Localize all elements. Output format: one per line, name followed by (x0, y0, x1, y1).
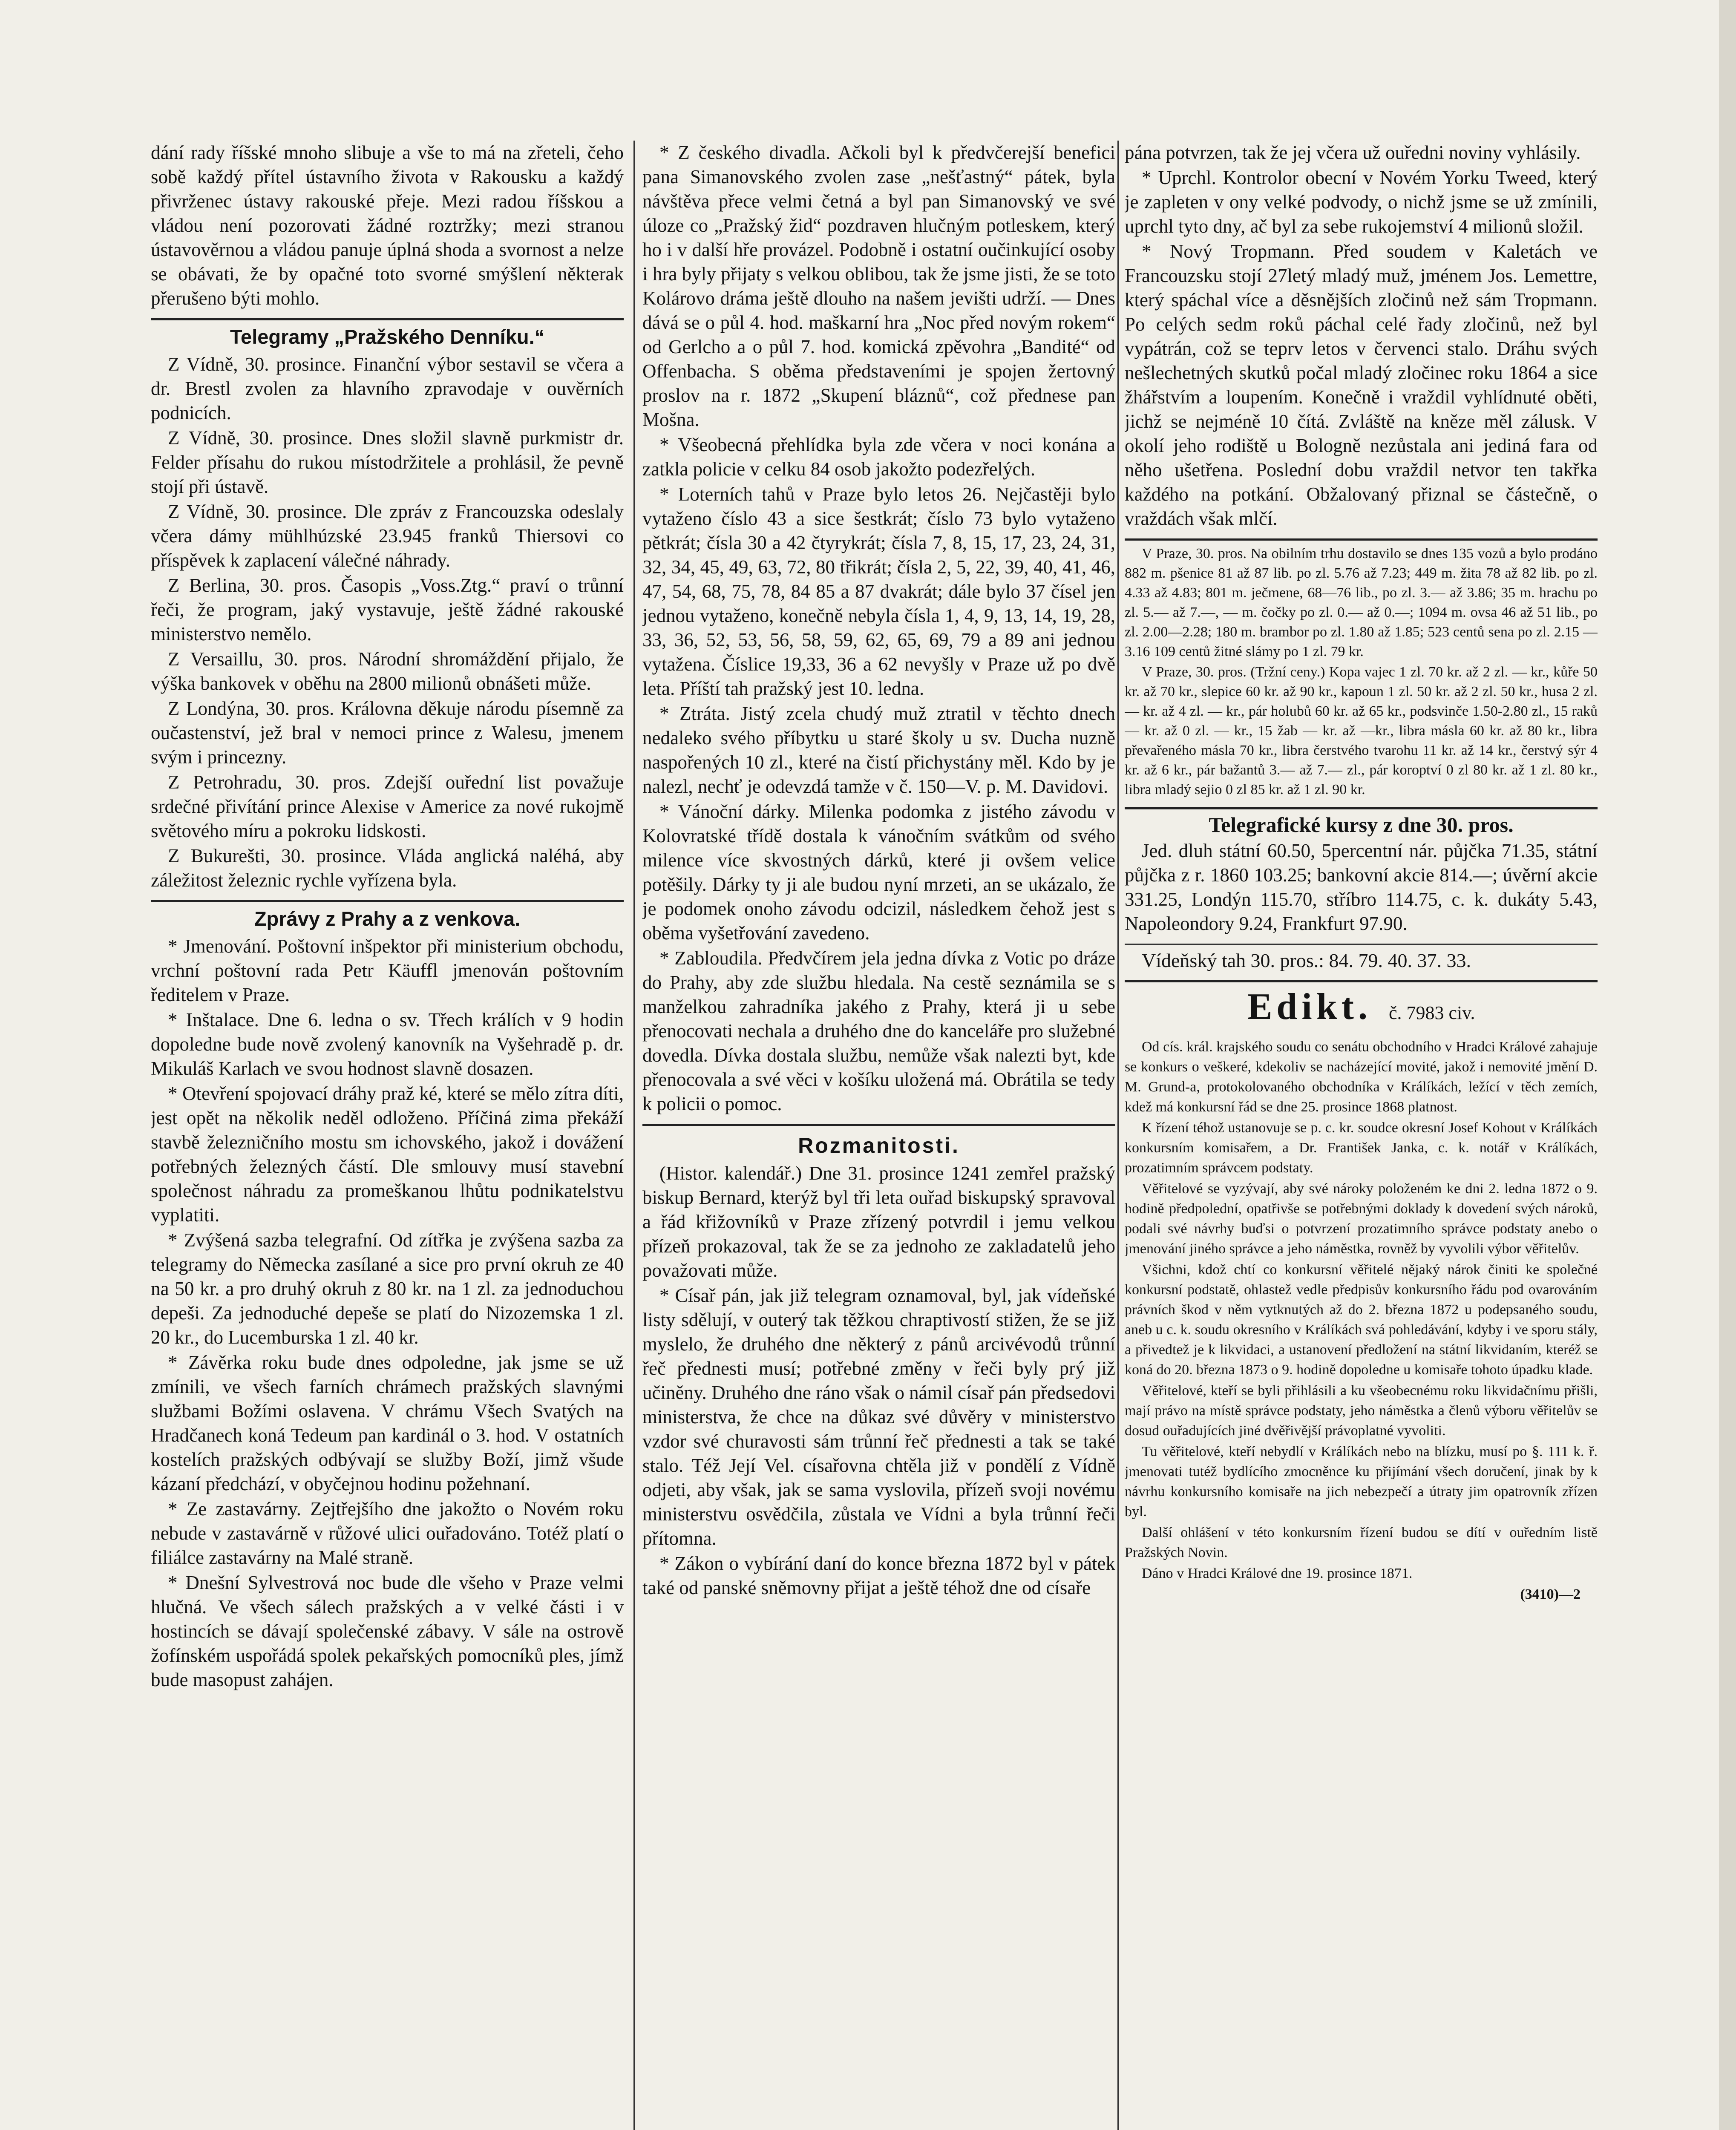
news-item: * Ze zastavárny. Zejtřejšího dne jakožto o Novém roku nebude v zastavárně v růžové ulici ouřadováno. Totéž platí o filiálce zastavárny na Malé straně. (151, 1498, 624, 1568)
section-rule (1125, 538, 1598, 541)
news-item: * Jmenování. Poštovní inšpektor při ministerium obchodu, vrchní poštovní rada Petr Käuffl jmenován poštovním ředitelem v Praze. (151, 935, 624, 1005)
edict-paragraph: Tu věřitelové, kteří nebydlí v Králíkách nebo na blízku, musí po §. 111 k. ř. jmenovati tutéž bydlícího zmocněnce ku přijímání všech doručení, jinak by k návrhu konkursního komisaře na jich nebezpečí a útraty jim opatrovník zřízen byl. (1125, 1444, 1598, 1520)
section-rule (1125, 980, 1598, 982)
news-item: * Z českého divadla. Ačkoli byl k předvčerejší benefici pana Simanovského zvolen zase „nešťastný“ pátek, byla návštěva přece velmi četná a byl pan Simanovský ve své úloze co „Pražský žid“ pozdraven hlučným potleskem, který ho i v další hře provázel. Podobně i ostatní oučinkující osoby i hra byly přijaty s velkou oblibou, tak že jsme jisti, že se toto Kolárovo dráma ještě dlouho na našem jevišti udrží. — Dnes dává se o půl 4. hod. maškarní hra „Noc před novým rokem“ od Gerlcho a o půl 7. hod. komická zpěvohra „Bandité“ od Offenbacha. S oběma představeními je spojen žertovný proslov na r. 1872 „Skupení bláznů“, což přednese pan Mošna. (642, 142, 1115, 430)
miscellany-item: * Zákon o vybírání daní do konce března 1872 byl v pátek také od panské sněmovny přijat a ještě téhož dne od císaře (642, 1553, 1115, 1598)
section-rule (1125, 944, 1598, 945)
local-news-heading: Zprávy z Prahy a z venkova. (254, 907, 521, 930)
telegram-item: Z Vídně, 30. prosince. Dle zpráv z Francouzska odeslaly včera dámy mühlhúzské 23.945 franků Thiersovi co příspěvek k zaplacení válečné náhrady. (151, 501, 624, 571)
edict-heading (1125, 986, 1598, 1034)
telegram-item: Z Vídně, 30. prosince. Dnes složil slavně purkmistr dr. Felder přísahu do rukou místodržitele a prohlásil, že pevně stojí při ústavě. (151, 427, 624, 497)
edict-dateline: Dáno v Hradci Králové dne 19. prosince 1871. (1142, 1566, 1413, 1581)
intro-paragraph: dání rady říšské mnoho slibuje a vše to má na zřeteli, čeho sobě každý přítel ústavního života v Rakousku a každý přivrženec ústavy rakouské přeje. Mezi radou říšskou a vládou není pozorovati žádné roztržky; mezi stranou ústavověrnou a vládou panuje úplná shoda a svornost a nelze se obávati, že by opačné toto svorné smýšlení některak přerušeno býti mohlo. (151, 142, 624, 309)
miscellany-item: * Císař pán, jak již telegram oznamoval, byl, jak vídeňské listy sdělují, v outerý tak těžkou chraptivostí stižen, že se již myslelo, že druhého dne některý z pánů arcivévodů trůnní řeč přednesti musí; potřebné změny v řeči byly prý již učiněny. Druhého dne ráno však o námil císař pán předsedovi ministerstva, že chce na důkaz své důvěry v ministerstvo vzdor své churavosti sám trůnní řeč přednesti a tak se také stalo. Též Její Vel. císařovna chtěla již v pondělí z Vídně odjeti, aby však, jak se sama vyslovila, přízeň svoji novému ministerstvu osvědčila, zůstala ve Vídni a byla trůnní řeči přítomna. (642, 1285, 1115, 1549)
telegrams-heading: Telegramy „Pražského Denníku.“ (230, 325, 545, 348)
column-rule-left (633, 141, 635, 2130)
telegram-item: Z Versaillu, 30. pros. Národní shromáždění přijalo, že výška bankovek v oběhu na 2800 milionů obnášeti může. (151, 648, 624, 694)
news-item: * Uprchl. Kontrolor obecní v Novém Yorku Tweed, který je zapleten v ony velké podvody, o nichž jsme se už zmínili, uprchl tyto dny, ač byl za sebe rukojemství 4 milionů složil. (1125, 167, 1598, 237)
market-report: V Praze, 30. pros. Na obilním trhu dostavilo se dnes 135 vozů a bylo prodáno 882 m. pšenice 81 až 87 lib. po zl. 5.76 až 7.23; 449 m. žita 78 až 82 lib. po zl. 4.33 až 4.83; 801 m. ječmene, 68—76 lib., po zl. 3.— až 3.86; 35 m. hrachu po zl. 5.— až 7.—, — m. čočky po zl. 0.— až 0.—; 1094 m. ovsa 46 až 51 lib., po zl. 2.00—2.28; 180 m. brambor po zl. 1.80 až 1.85; 523 centů sena po zl. 2.15 — 3.16 109 centů žitné slámy po 1 zl. 79 kr. (1125, 546, 1598, 659)
section-rule (1125, 807, 1598, 809)
news-item: * Všeobecná přehlídka byla zde včera v noci konána a zatkla policie v celku 84 osob jakožto podezřelých. (642, 434, 1115, 480)
news-item: pána potvrzen, tak že jej včera už ouředni noviny vyhlásily. (1125, 142, 1581, 163)
edict-paragraph: Věřitelové se vyzývají, aby své nároky položeném ke dni 2. ledna 1872 o 9. hodině předpolední, opatřivše se potřebnými doklady k dovedení svých nároků, podali své návrhy buďsi o potvrzení prozatimního správce podstaty anebo o jmenování jiného správce a jeho náměstka, rovněž by vyvolili výbor věřitelův. (1125, 1181, 1598, 1257)
column-rule-right (1117, 141, 1119, 2130)
edict-number: č. 7983 civ. (1388, 1002, 1475, 1023)
news-item: * Ztráta. Jistý zcela chudý muž ztratil v těchto dnech nedaleko svého příbytku u staré školy u sv. Ducha nuzně naspořených 10 zl., které na čistí přichystány měl. Kdo by je nalezl, nechť je odevzdá tamže v č. 150—V. p. M. Davidovi. (642, 703, 1115, 797)
edict-paragraph: Od cís. král. krajského soudu co senátu obchodního v Hradci Králové zahajuje se konkurs o veškeré, kdekoliv se nacházející movité, jakož i nemovité jmění D. M. Grund-a, protokolovaného obchodníka v Králíkách, ležící v těch zemích, kdež má konkursní řád se dne 25. prosince 1868 platnost. (1125, 1039, 1598, 1115)
section-rule (151, 900, 624, 902)
news-item: * Zvýšená sazba telegrafní. Od zítřka je zvýšena sazba za telegramy do Německa zasílané a sice pro první okruh ze 40 na 50 kr. a pro druhý okruh z 80 kr. na 1 zl. za jednoduchou depeši. Za jednoduché depeše se platí do Nizozemska 1 zl. 20 kr., do Lucemburska 1 zl. 40 kr. (151, 1229, 624, 1348)
lottery-draw: Vídeňský tah 30. pros.: 84. 79. 40. 37. 33. (1142, 950, 1471, 971)
miscellany-heading: Rozmanitosti. (798, 1134, 960, 1157)
page-edge-shadow (1719, 0, 1736, 2130)
edict-paragraph: K řízení téhož ustanovuje se p. c. kr. soudce okresní Josef Kohout v Králíkách konkursním komisařem, a Dr. František Janka, c. k. notář v Králíkách, prozatimním správcem podstaty. (1125, 1120, 1598, 1176)
edict-paragraph: Všichni, kdož chtí co konkursní věřitelé nějaký nárok činiti ke společné konkursní podstatě, ohlastež vedle předpisův konkursního řádu pod ovarováním právních škod v něm vytknutých až do 2. března 1872 u podepsaného soudu, aneb u c. k. soudu okresního v Králíkách svá pohledávání, kdyby i ve sporu stály, a přivedtež je k likvidaci, a ustanovení předložení na státní likvidaním, kteréž se koná do 20. března 1873 o 9. hodině dopoledne u komisaře tohoto úpadku klade. (1125, 1262, 1598, 1378)
section-rule (151, 318, 624, 320)
column-3 (1125, 141, 1598, 1604)
telegram-item: Z Berlina, 30. pros. Časopis „Voss.Ztg.“ praví o trůnní řeči, že program, jaký vystavuje, ještě žádné rakouské ministerstvo nemělo. (151, 575, 624, 645)
news-item: * Nový Tropmann. Před soudem v Kaletách ve Francouzsku stojí 27letý mladý muž, jménem Jos. Lemettre, který spáchal více a děsnějších zločinů než sám Tropmann. Po celých sedm roků páchal celé řady zločinů, než byl vypátrán, což se teprv letos v červenci stalo. Dráhu svých nešlechetných skutků počal mladý zločinec roku 1864 a sice žhářstvím a loupením. Konečně i vraždil vyhlídnuté oběti, jichž se nejméně 10 čítá. Zvláště na kněze měl zálusk. V okolí jeho rodiště u Bologně nezůstala ani jediná fara od něho ušetřena. Poslední dobu vraždil netvor ten takřka každého na potkání. Obžalovaný přiznal se částečně, o vraždách však mlčí. (1125, 241, 1598, 529)
telegram-item: Z Petrohradu, 30. pros. Zdejší ouřední list považuje srdečné přivítání prince Alexise v Americe za nové rukojmě světového míru a pokroku lidskosti. (151, 771, 624, 841)
exchange-rates-heading: Telegrafické kursy z dne 30. pros. (1209, 813, 1514, 837)
telegram-item: Z Bukurešti, 30. prosince. Vláda anglická naléhá, aby záležitost železnic rychle vyřízena byla. (151, 845, 624, 891)
news-item: * Závěrka roku bude dnes odpoledne, jak jsme se už zmínili, ve všech farních chrámech pražských slavnými službami Božími oslavena. V chrámu Všech Svatých na Hradčanech koná Tedeum pan kardinál o 3. hod. V ostatních kostelích pražských odbývají se služby Boží, jimž všude kázaní předchází, v obyčejnou hodinu požehnaní. (151, 1352, 624, 1494)
news-item: * Vánoční dárky. Milenka podomka z jistého závodu v Kolovratské třídě dostala k vánočním svátkům od svého milence více skvostných dárků, které ji ovšem velice potěšily. Dárky ty ji ale budou nyní mrzeti, an se ukázalo, že je podomek onoho závodu odcizil, následkem čehož jest s oběma vyšetřování zavedeno. (642, 801, 1115, 944)
column-1 (151, 141, 624, 1693)
miscellany-item: (Histor. kalendář.) Dne 31. prosince 1241 zemřel pražský biskup Bernard, kterýž byl tři leta ouřad biskupský spravoval a řád křižovníků v Praze zřízený potvrdil i jemu velkou přízeň prokazoval, tak že se za jednoho ze zakladatelů jeho považovati může. (642, 1163, 1115, 1281)
telegram-item: Z Londýna, 30. pros. Královna děkuje národu písemně za oučastenství, jež bral v nemoci prince z Walesu, jmenem svým i princezny. (151, 698, 624, 768)
exchange-rates: Jed. dluh státní 60.50, 5percentní nár. půjčka 71.35, státní půjčka z r. 1860 103.25; bankovní akcie 814.—; úvěrní akcie 331.25, Londýn 115.70, stříbro 114.75, c. k. dukáty 5.43, Napoleondory 9.24, Frankfurt 97.90. (1125, 840, 1598, 934)
edict-title: Edikt. (1247, 986, 1372, 1028)
news-item: * Dnešní Sylvestrová noc bude dle všeho v Praze velmi hlučná. Ve všech sálech pražských a v velké části i v hostincích se dávají společenské zábavy. V sále na ostrově žofínském uspořádá spolek pekařských pomocníků ples, jímž bude masopust zahájen. (151, 1572, 624, 1690)
news-item: * Inštalace. Dne 6. ledna o sv. Třech králích v 9 hodin dopoledne bude nově zvolený kanovník na Vyšehradě p. dr. Mikuláš Karlach ve svou hodnost slavně dosazen. (151, 1009, 624, 1079)
column-2 (642, 141, 1115, 1601)
edict-signature: (3410)—2 (1520, 1586, 1581, 1602)
market-report: V Praze, 30. pros. (Tržní ceny.) Kopa vajec 1 zl. 70 kr. až 2 zl. — kr., kůře 50 kr. až 70 kr., slepice 60 kr. až 90 kr., kapoun 1 zl. 50 kr. až 2 zl. 50 kr., husa 2 zl. — kr. až 4 zl. — kr., pár holubů 60 kr. až 65 kr., podsvinče 1.50-2.80 zl., 15 raků — kr. až 0 zl. — kr., 15 žab — kr. až —kr., libra másla 60 kr. až 80 kr., libra převařeného másla 70 kr., libra čerstvého tvarohu 11 kr. až 14 kr., čerstvý sýr 4 kr. až 6 kr., pár bažantů 3.— až 7.— zl., pár koroptví 0 zl 80 kr. až 1 zl. 80 kr., libra mladý sejio 0 zl 85 kr. až 1 zl. 90 kr. (1125, 664, 1598, 797)
edict-paragraph: Další ohlášení v této konkursním řízení budou se dítí v ouředním listě Pražských Novin. (1125, 1525, 1598, 1560)
telegram-item: Z Vídně, 30. prosince. Finanční výbor sestavil se včera a dr. Brestl zvolen za hlavního zpravodaje v ouvěrních podnicích. (151, 354, 624, 423)
edict-paragraph: Věřitelové, kteří se byli přihlásili a ku všeobecnému roku likvidačnímu přišli, mají právo na místě správce podstaty, jeho náměstka a členů výboru věřitelův se dosud ouřadujících jiné dvěřivější právoplatné vyvoliti. (1125, 1383, 1598, 1439)
news-item: * Otevření spojovací dráhy praž ké, které se mělo zítra díti, jest opět na několik neděl odloženo. Příčiná zima překáží stavbě železničního mostu sm ichovského, jakož i dovážení potřebných železných částí. Dle smlouvy musí stavební společnost náhradu za promeškanou lhůtu podnikatelstvu vyplatiti. (151, 1083, 624, 1226)
news-item: * Zabloudila. Předvčírem jela jedna dívka z Votic po dráze do Prahy, aby zde službu hledala. Na cestě seznámila se s manželkou zahradníka jakého z Prahy, která ji u sebe přenocovati nechala a druhého dne do kanceláře pro služebné dovedla. Dívka dostala službu, nemůže však nalezti byt, kde přenocovala a své věci v košíku uložená má. Obrátila se tedy k policii o pomoc. (642, 947, 1115, 1114)
section-rule (642, 1124, 1115, 1126)
news-item: * Loterních tahů v Praze bylo letos 26. Nejčastěji bylo vytaženo číslo 43 a sice šestkrát; číslo 73 bylo vytaženo pětkrát; čísla 30 a 42 čtyrykrát; čísla 7, 8, 15, 17, 23, 24, 31, 32, 34, 45, 49, 63, 72, 80 třikrát; čísla 2, 5, 22, 39, 40, 41, 46, 47, 54, 68, 75, 78, 84 85 a 87 dvakrát; dále bylo 37 čísel jen jednou vytaženo, konečně nebyla čísla 1, 4, 9, 13, 14, 19, 28, 33, 36, 52, 53, 56, 58, 59, 62, 65, 69, 79 a 89 ani jednou vytažena. Číslice 19,33, 36 a 62 nevyšly v Praze už po dvě leta. Příští tah pražský jest 10. ledna. (642, 484, 1115, 699)
